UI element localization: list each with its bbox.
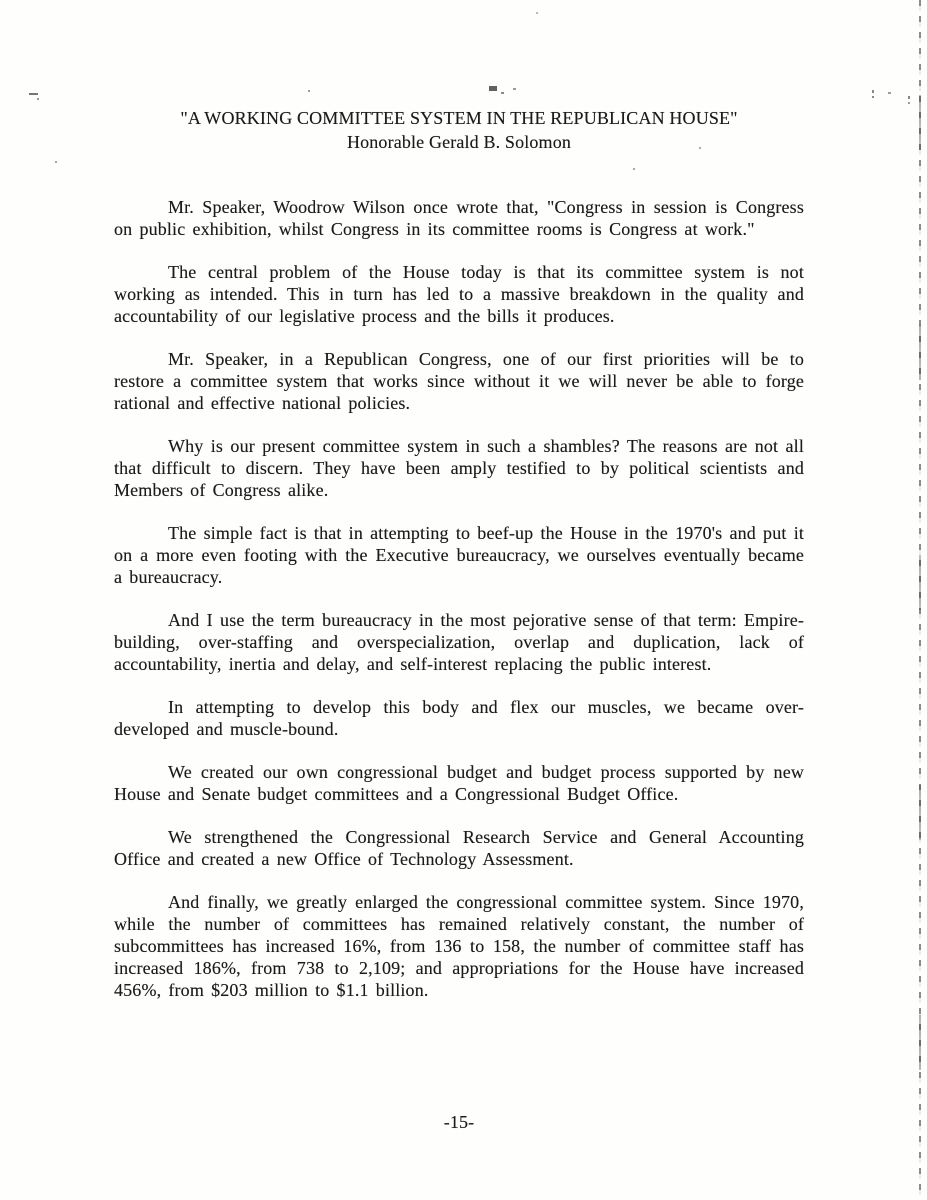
scan-speck: [37, 98, 39, 100]
paragraph-7: In attempting to develop this body and flex our muscles, we became over-developed and muscle-bound.: [114, 697, 804, 739]
scan-speck: [489, 86, 497, 91]
scan-speck: [908, 102, 910, 104]
scan-speck: [536, 12, 538, 14]
scan-speck: [55, 161, 57, 163]
paragraph-2: The central problem of the House today is that its committee system is not working as intended. This in turn has led to a massive breakdown in the quality and accountability of our legislative process and the bills it produces.: [114, 262, 804, 326]
scan-speck: [872, 90, 874, 93]
paragraph-8: We created our own congressional budget and budget process supported by new House and Senate budget committees and a Congressional Budget Office.: [114, 762, 804, 804]
scan-speck: [29, 93, 38, 95]
paragraph-1: Mr. Speaker, Woodrow Wilson once wrote that, "Congress in session is Congress on public exhibition, whilst Congress in its committee rooms is Congress at work.": [114, 197, 804, 239]
page-number: -15-: [443, 1112, 475, 1132]
document-author: Honorable Gerald B. Solomon: [346, 132, 571, 152]
paragraph-4: Why is our present committee system in such a shambles? The reasons are not all that difficult to discern. They have been amply testified to by political scientists and Members of Congress alike.: [114, 436, 804, 500]
scan-speck: [872, 96, 874, 98]
paragraph-9: We strengthened the Congressional Research Service and General Accounting Office and created a new Office of Technology Assessment.: [114, 827, 804, 869]
scan-speck: [908, 96, 910, 99]
paragraph-6: And I use the term bureaucracy in the most pejorative sense of that term: Empire-building, over-staffing and overspecialization, overlap and duplication, lack of accountability, inertia and delay, and self-interest replacing the public interest.: [114, 610, 804, 674]
document-title: "A WORKING COMMITTEE SYSTEM IN THE REPUBLICAN HOUSE": [180, 108, 738, 128]
scan-speck: [513, 88, 516, 90]
document-body: [114, 196, 804, 1001]
scan-speck: [888, 92, 891, 94]
paragraph-10: And finally, we greatly enlarged the congressional committee system. Since 1970, while the number of committees has remained relatively constant, the number of subcommittees has increased 16%, from 136 to 158, the number of committee staff has increased 186%, from 738 to 2,109; and appropriations for the House have increased 456%, from $203 million to $1.1 billion.: [114, 892, 804, 1000]
scan-speck: [501, 92, 504, 94]
paragraph-5: The simple fact is that in attempting to beef-up the House in the 1970's and put it on a more even footing with the Executive bureaucracy, we ourselves eventually became a bureaucracy.: [114, 523, 804, 587]
scan-speck: [308, 90, 310, 92]
paragraph-3: Mr. Speaker, in a Republican Congress, one of our first priorities will be to restore a committee system that works since without it we will never be able to forge rational and effective national policies.: [114, 349, 804, 413]
scan-edge-artifact: [919, 0, 921, 1200]
scan-speck: [699, 147, 701, 149]
scan-speck: [633, 168, 635, 170]
document-header: [114, 0, 804, 154]
